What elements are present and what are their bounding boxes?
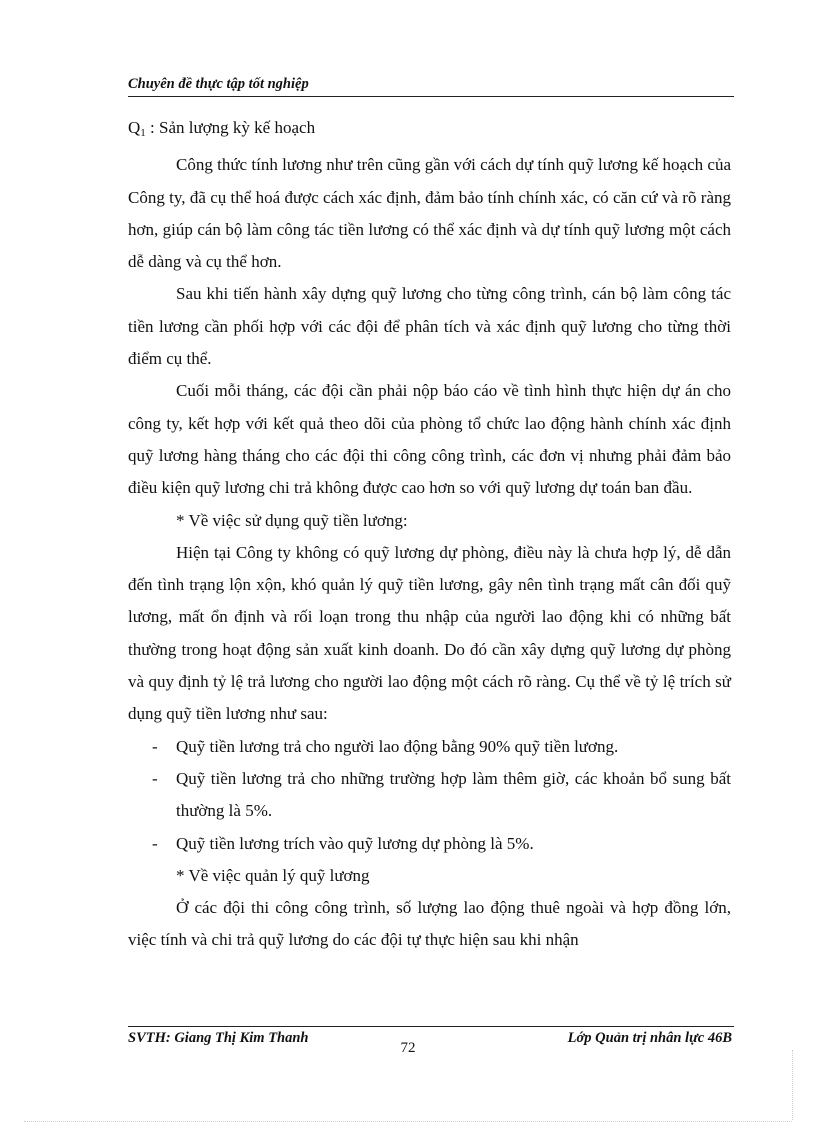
q-subscript: 1 — [140, 127, 146, 139]
q-definition-line — [128, 112, 731, 149]
bullet-marker: - — [152, 833, 158, 853]
bullet-marker: - — [152, 768, 158, 788]
page-edge-dotted-line — [24, 1121, 792, 1122]
footer-class: Lớp Quản trị nhân lực 46B — [567, 1030, 732, 1046]
bullet-item — [128, 763, 731, 828]
bullet-text: Quỹ tiền lương trả cho những trường hợp làm thêm giờ, các khoản bổ sung bất thường là 5%. — [176, 768, 731, 821]
paragraph-2: Sau khi tiến hành xây dựng quỹ lương cho từng công trình, cán bộ làm công tác tiền lương cần phối hợp với các đội để phân tích và xác định quỹ lương cho từng thời điểm cụ thể. — [128, 284, 731, 369]
bullet-marker: - — [152, 736, 158, 756]
q-definition-text: : Sản lượng kỳ kế hoạch — [145, 118, 316, 137]
paragraph-4: Hiện tại Công ty không có quỹ lương dự phòng, điều này là chưa hợp lý, dễ dẫn đến tình trạng lộn xộn, khó quản lý quỹ tiền lương, gây nên tình trạng mất cân đối quỹ lương, mất ổn định và rối loạn trong thu nhập của người lao động khi có những bất thường trong hoạt động sản xuất kinh doanh. Do đó cần xây dựng quỹ lương dự phòng và quy định tỷ lệ trả lương cho người lao động một cách rõ ràng. Cụ thể về tỷ lệ trích sử dụng quỹ tiền lương như sau: — [128, 542, 731, 724]
section-heading-usage: * Về việc sử dụng quỹ tiền lương: — [176, 510, 408, 530]
paragraph-5: Ở các đội thi công công trình, số lượng lao động thuê ngoài và hợp đồng lớn, việc tính và chi trả quỹ lương do các đội tự thực hiện sau khi nhận — [128, 898, 731, 950]
bullet-item — [128, 828, 731, 860]
footer-author: SVTH: Giang Thị Kim Thanh — [128, 1030, 309, 1046]
running-header: Chuyên đề thực tập tốt nghiệp — [128, 76, 309, 92]
paragraph-1: Công thức tính lương như trên cũng gần với cách dự tính quỹ lương kế hoạch của Công ty, đã cụ thể hoá được cách xác định, đảm bảo tính chính xác, có căn cứ và rõ ràng hơn, giúp cán bộ làm công tác tiền lương có thể xác định và dự tính quỹ lương một cách dễ dàng và cụ thể hơn. — [128, 155, 731, 272]
page-body — [128, 112, 731, 957]
q-symbol: Q — [128, 118, 141, 137]
page-number: 72 — [400, 1040, 416, 1056]
bullet-text: Quỹ tiền lương trích vào quỹ lương dự phòng là 5%. — [176, 833, 534, 853]
header-rule — [128, 96, 734, 97]
bullet-item — [128, 731, 731, 763]
page-edge-dotted-vertical — [792, 1050, 793, 1120]
paragraph-3: Cuối mỗi tháng, các đội cần phải nộp báo cáo về tình hình thực hiện dự án cho công ty, kết hợp với kết quả theo dõi của phòng tổ chức lao động hành chính xác định quỹ lương hàng tháng cho các đội thi công công trình, các đơn vị nhưng phải đảm bảo điều kiện quỹ lương chi trả không được cao hơn so với quỹ lương dự toán ban đầu. — [128, 381, 731, 498]
section-heading-management: * Về việc quản lý quỹ lương — [176, 865, 370, 885]
footer-rule — [128, 1026, 734, 1027]
bullet-text: Quỹ tiền lương trả cho người lao động bằng 90% quỹ tiền lương. — [176, 736, 619, 756]
